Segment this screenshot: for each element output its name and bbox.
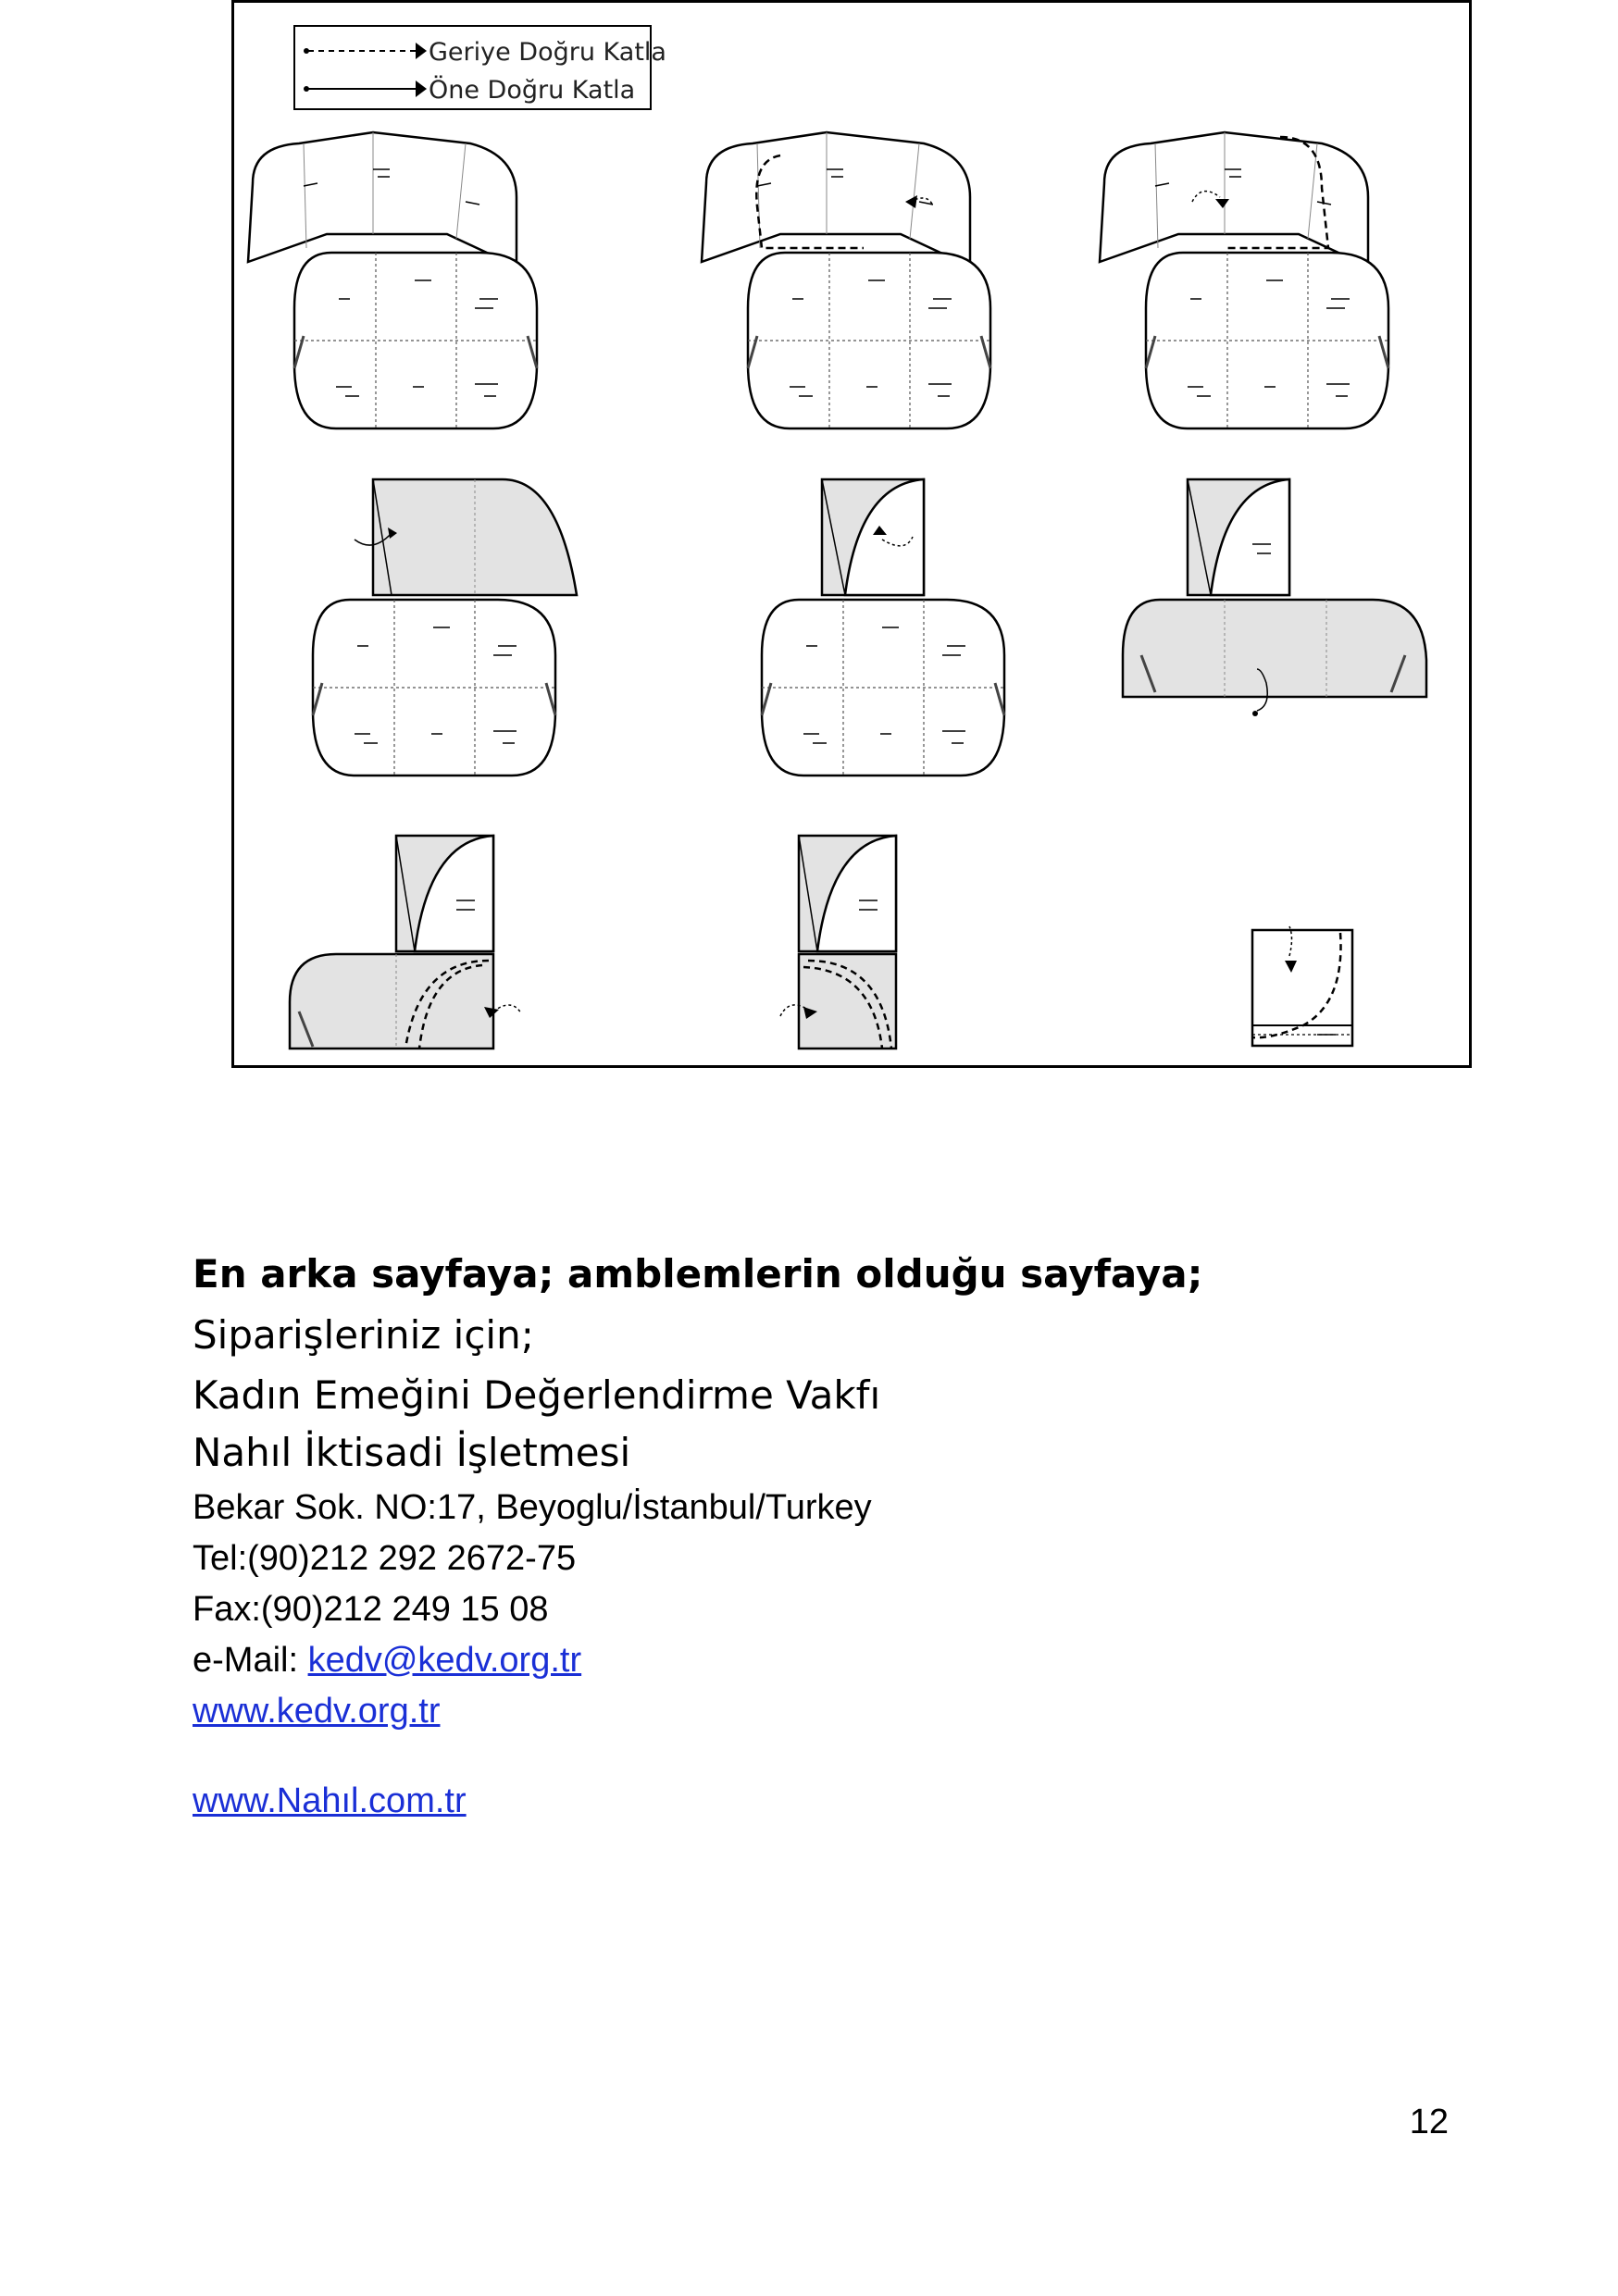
step-2 [702, 132, 990, 428]
page-heading: En arka sayfaya; amblemlerin olduğu sayfaya; [193, 1251, 1203, 1297]
website2-link[interactable]: www.Nahıl.com.tr [193, 1781, 467, 1820]
legend-back-fold-label: Geriye Doğru Katla [429, 38, 666, 67]
folding-diagram [231, 0, 1472, 1068]
website-link[interactable]: www.kedv.org.tr [193, 1692, 441, 1731]
address-line: Bekar Sok. NO:17, Beyoglu/İstanbul/Turkey [193, 1488, 872, 1527]
legend-front-fold-label: Öne Doğru Katla [429, 76, 636, 105]
email-line [193, 1641, 581, 1681]
step-4 [313, 479, 577, 776]
website2-line [193, 1781, 467, 1821]
page-number: 12 [1409, 2103, 1449, 2141]
step-6 [1123, 479, 1426, 716]
fax-line: Fax:(90)212 249 15 08 [193, 1590, 549, 1629]
step-3 [1100, 132, 1388, 428]
fold-legend [294, 26, 666, 109]
step-9 [1252, 926, 1352, 1046]
foundation-name: Kadın Emeğini Değerlendirme Vakfı [193, 1372, 881, 1418]
email-label: e-Mail: [193, 1641, 308, 1680]
enterprise-name: Nahıl İktisadi İşletmesi [193, 1430, 631, 1475]
step-1 [248, 132, 537, 428]
step-8 [780, 836, 896, 1049]
website-line [193, 1692, 440, 1731]
tel-line: Tel:(90)212 292 2672-75 [193, 1539, 577, 1578]
email-link[interactable]: kedv@kedv.org.tr [307, 1641, 582, 1680]
step-7 [290, 836, 521, 1049]
orders-line: Siparişleriniz için; [193, 1312, 534, 1358]
step-5 [762, 479, 1004, 776]
folding-steps-illustration [234, 3, 1469, 1065]
